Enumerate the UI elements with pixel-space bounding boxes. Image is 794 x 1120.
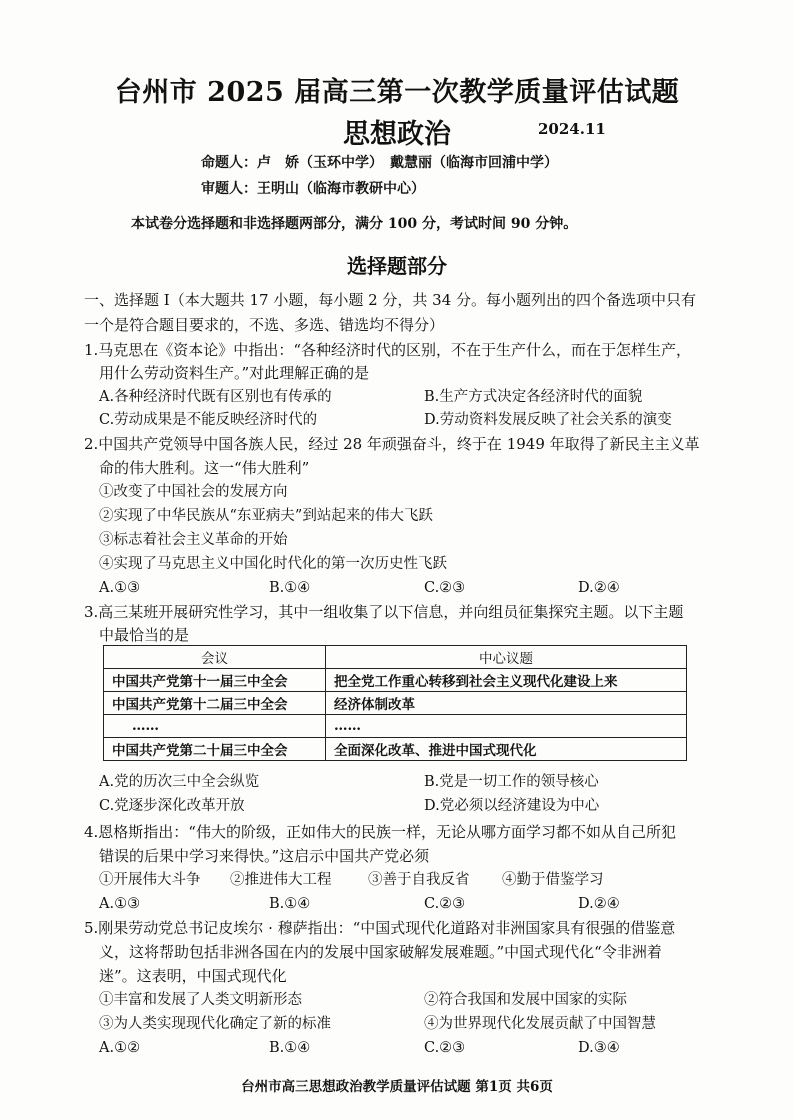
q2-option-b: B.①④: [269, 580, 311, 596]
table-cell: ……: [326, 715, 687, 738]
question-1-stem: 1.马克思在《资本论》中指出：“各种经济时代的区别，不在于生产什么，而在于怎样生产，: [84, 341, 691, 359]
table-row: [104, 692, 687, 715]
table-cell: 全面深化改革、推进中国式现代化: [326, 738, 687, 761]
q2-item: ②实现了中华民族从“东亚病夫”到站起来的伟大飞跃: [99, 508, 433, 524]
q2-option-c: C.②③: [424, 580, 466, 596]
table-cell: ……: [104, 715, 326, 738]
table-header: 中心议题: [326, 646, 687, 669]
q4-item: ②推进伟大工程: [230, 872, 332, 888]
reviewer-line: 审题人：王明山（临海市教研中心）: [201, 181, 425, 197]
authors-line: 命题人：卢 娇（玉环中学） 戴慧丽（临海市回浦中学）: [201, 155, 558, 171]
question-2-stem: 2.中国共产党领导中国各族人民，经过 28 年顽强奋斗，终于在 1949 年取得了新民主主义革: [84, 435, 700, 453]
q4-item: ④勤于借鉴学习: [502, 872, 604, 888]
section-title: 选择题部分: [347, 254, 447, 278]
table-row: [104, 715, 687, 738]
table-header: 会议: [104, 646, 326, 669]
table-header-row: [104, 646, 687, 669]
q5-item: ④为世界现代化发展贡献了中国智慧: [424, 1016, 656, 1032]
subject-title: 思想政治: [343, 119, 451, 150]
q2-option-d: D.②④: [578, 580, 620, 596]
table-cell: 中国共产党第二十届三中全会: [104, 738, 326, 761]
exam-note: 本试卷分选择题和非选择题两部分，满分 100 分，考试时间 90 分钟。: [131, 216, 578, 232]
question-3-stem: 中最恰当的是: [99, 626, 190, 644]
q5-item: ①丰富和发展了人类文明新形态: [99, 992, 302, 1008]
table-cell: 中国共产党第十二届三中全会: [104, 692, 326, 715]
q4-item: ①开展伟大斗争: [99, 872, 201, 888]
question-1-stem: 用什么劳动资料生产。”对此理解正确的是: [99, 364, 370, 382]
table-row: [104, 738, 687, 761]
table-cell: 经济体制改革: [326, 692, 687, 715]
meetings-table: [103, 645, 687, 761]
q2-item: ④实现了马克思主义中国化时代化的第一次历史性飞跃: [99, 556, 447, 572]
q1-option-a: A.各种经济时代既有区别也有传承的: [99, 389, 332, 405]
q1-option-d: D.劳动资料发展反映了社会关系的演变: [424, 412, 672, 428]
q5-item: ②符合我国和发展中国家的实际: [424, 992, 627, 1008]
q4-option-a: A.①③: [99, 896, 141, 912]
q5-item: ③为人类实现现代化确定了新的标准: [99, 1016, 331, 1032]
q5-option-a: A.①②: [99, 1040, 141, 1056]
q5-option-c: C.②③: [424, 1040, 466, 1056]
instruction-line: 一个是符合题目要求的，不选、多选、错选均不得分）: [84, 316, 445, 334]
q2-item: ③标志着社会主义革命的开始: [99, 532, 288, 548]
q4-item: ③善于自我反省: [368, 872, 470, 888]
page-footer: 台州市高三思想政治教学质量评估试题 第1页 共6页: [241, 1079, 553, 1095]
question-2-stem: 命的伟大胜利。这一“伟大胜利”: [99, 459, 310, 477]
exam-date: 2024.11: [538, 120, 606, 138]
question-5-stem: 迷”。这表明，中国式现代化: [99, 967, 287, 985]
question-4-stem: 错误的后果中学习来得快。”这启示中国共产党必须: [99, 847, 430, 865]
question-5-stem: 5.刚果劳动党总书记皮埃尔 · 穆萨指出：“中国式现代化道路对非洲国家具有很强的借鉴意: [84, 919, 676, 937]
table-cell: 把全党工作重心转移到社会主义现代化建设上来: [326, 669, 687, 692]
q4-option-c: C.②③: [424, 896, 466, 912]
q3-option-c: C.党逐步深化改革开放: [99, 798, 245, 814]
question-4-stem: 4.恩格斯指出：“伟大的阶级，正如伟大的民族一样，无论从哪方面学习都不如从自己所犯: [84, 823, 676, 841]
question-5-stem: 义，这将帮助包括非洲各国在内的发展中国家破解发展难题。”中国式现代化“令非洲着: [99, 943, 662, 961]
question-3-stem: 3.高三某班开展研究性学习，其中一组收集了以下信息，并向组员征集探究主题。以下主题: [84, 603, 684, 621]
q3-option-d: D.党必须以经济建设为中心: [424, 798, 600, 814]
exam-title: 台州市 2025 届高三第一次教学质量评估试题: [114, 77, 680, 108]
q5-option-d: D.③④: [578, 1040, 620, 1056]
q2-item: ①改变了中国社会的发展方向: [99, 484, 288, 500]
q1-option-c: C.劳动成果是不能反映经济时代的: [99, 412, 318, 428]
q1-option-b: B.生产方式决定各经济时代的面貌: [424, 389, 643, 405]
q3-option-a: A.党的历次三中全会纵览: [99, 774, 260, 790]
q5-option-b: B.①④: [269, 1040, 311, 1056]
q4-option-d: D.②④: [578, 896, 620, 912]
q2-option-a: A.①③: [99, 580, 141, 596]
q4-option-b: B.①④: [269, 896, 311, 912]
table-row: [104, 669, 687, 692]
q3-option-b: B.党是一切工作的领导核心: [424, 774, 599, 790]
table-cell: 中国共产党第十一届三中全会: [104, 669, 326, 692]
instruction-line: 一、选择题 I（本大题共 17 小题，每小题 2 分，共 34 分。每小题列出的四个备选项中只有: [84, 291, 697, 309]
